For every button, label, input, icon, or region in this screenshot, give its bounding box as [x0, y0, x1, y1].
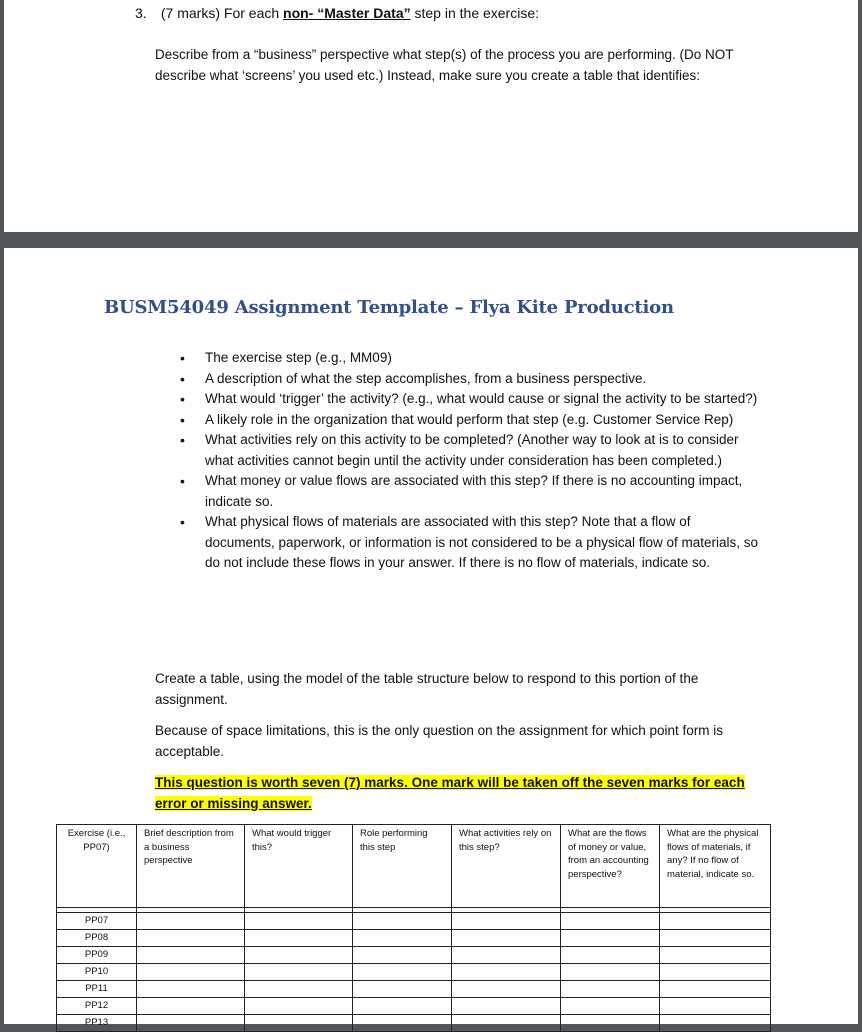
table-row — [57, 1015, 771, 1032]
bullet-icon: • — [180, 473, 185, 489]
space-limitation-paragraph: Because of space limitations, this is the only question on the assignment for which point form is acceptable. — [155, 723, 724, 759]
row-exercise-id: PP13 — [57, 1015, 137, 1032]
bullet-icon: • — [180, 432, 185, 448]
list-item: • What physical flows of materials are associated with this step? Note that a flow of documents, paperwork, or information is not considered to be a physical flow of materials, so do not include these flows in your answer. If there is no flow of materials, indicate so. — [180, 514, 759, 570]
table-row — [57, 981, 771, 998]
row-exercise-id: PP08 — [57, 930, 137, 947]
table-row — [57, 998, 771, 1015]
bullet-icon: • — [180, 411, 185, 428]
row-exercise-id: PP11 — [57, 981, 137, 998]
header-role: Role performing this step — [353, 825, 452, 908]
template-table — [56, 824, 771, 1032]
row-exercise-id: PP07 — [57, 913, 137, 930]
question-number: 3. — [135, 5, 147, 21]
header-description: Brief description from a business perspective — [137, 825, 245, 908]
list-item: • What activities rely on this activity to be completed? (Another way to look at is to consider what activities cannot begin until the activity under consideration has been completed.) — [180, 432, 739, 468]
bullet-icon: • — [180, 350, 185, 366]
question-prefix: (7 marks) For each — [160, 5, 284, 21]
instruction-paragraph: Create a table, using the model of the table structure below to respond to this portion of the assignment. — [155, 671, 699, 707]
list-item: • A description of what the step accomplishes, from a business perspective. — [180, 369, 760, 390]
table-row — [57, 947, 771, 964]
requirements-list — [180, 348, 760, 574]
header-trigger: What would trigger this? — [245, 825, 353, 908]
question-3-heading — [135, 5, 539, 21]
table-row — [57, 964, 771, 981]
table-row — [57, 913, 771, 930]
list-item: • What would ‘trigger’ the activity? (e.g., what would cause or signal the activity to be started?) — [180, 389, 760, 410]
bullet-icon: • — [180, 391, 185, 407]
row-exercise-id: PP09 — [57, 947, 137, 964]
page-2 — [4, 248, 858, 1028]
question-suffix: step in the exercise: — [410, 5, 540, 21]
document-title: BUSM54049 Assignment Template – Flya Kite Production — [104, 297, 674, 318]
list-item: • The exercise step (e.g., MM09) — [180, 348, 760, 369]
question-underlined: non- “Master Data” — [283, 5, 411, 21]
header-money-flows: What are the flows of money or value, from an accounting perspective? — [561, 825, 660, 908]
header-exercise: Exercise (i.e., PP07) — [57, 825, 137, 908]
question-description: Describe from a “business” perspective what step(s) of the process you are performing. (Do NOT describe what ‘screens’ you used etc.) Instead, make sure you create a table that identifies: — [155, 47, 734, 83]
list-item: • A likely role in the organization that would perform that step (e.g. Customer Service Rep) — [180, 410, 760, 431]
bullet-icon: • — [180, 514, 185, 530]
list-item: • What money or value flows are associated with this step? If there is no accounting impact, indicate so. — [180, 473, 743, 509]
page-1 — [4, 0, 858, 232]
bullet-icon: • — [180, 370, 185, 387]
row-exercise-id: PP12 — [57, 998, 137, 1015]
header-physical-flows: What are the physical flows of materials, if any? If no flow of material, indicate so. — [660, 825, 771, 908]
table-header-row — [57, 825, 771, 908]
row-exercise-id: PP10 — [57, 964, 137, 981]
table-row — [57, 930, 771, 947]
marks-note — [155, 773, 755, 814]
highlighted-note-text: This question is worth seven (7) marks. One mark will be taken off the seven marks for each error or missing answer. — [155, 775, 745, 811]
header-dependent-activities: What activities rely on this step? — [452, 825, 561, 908]
